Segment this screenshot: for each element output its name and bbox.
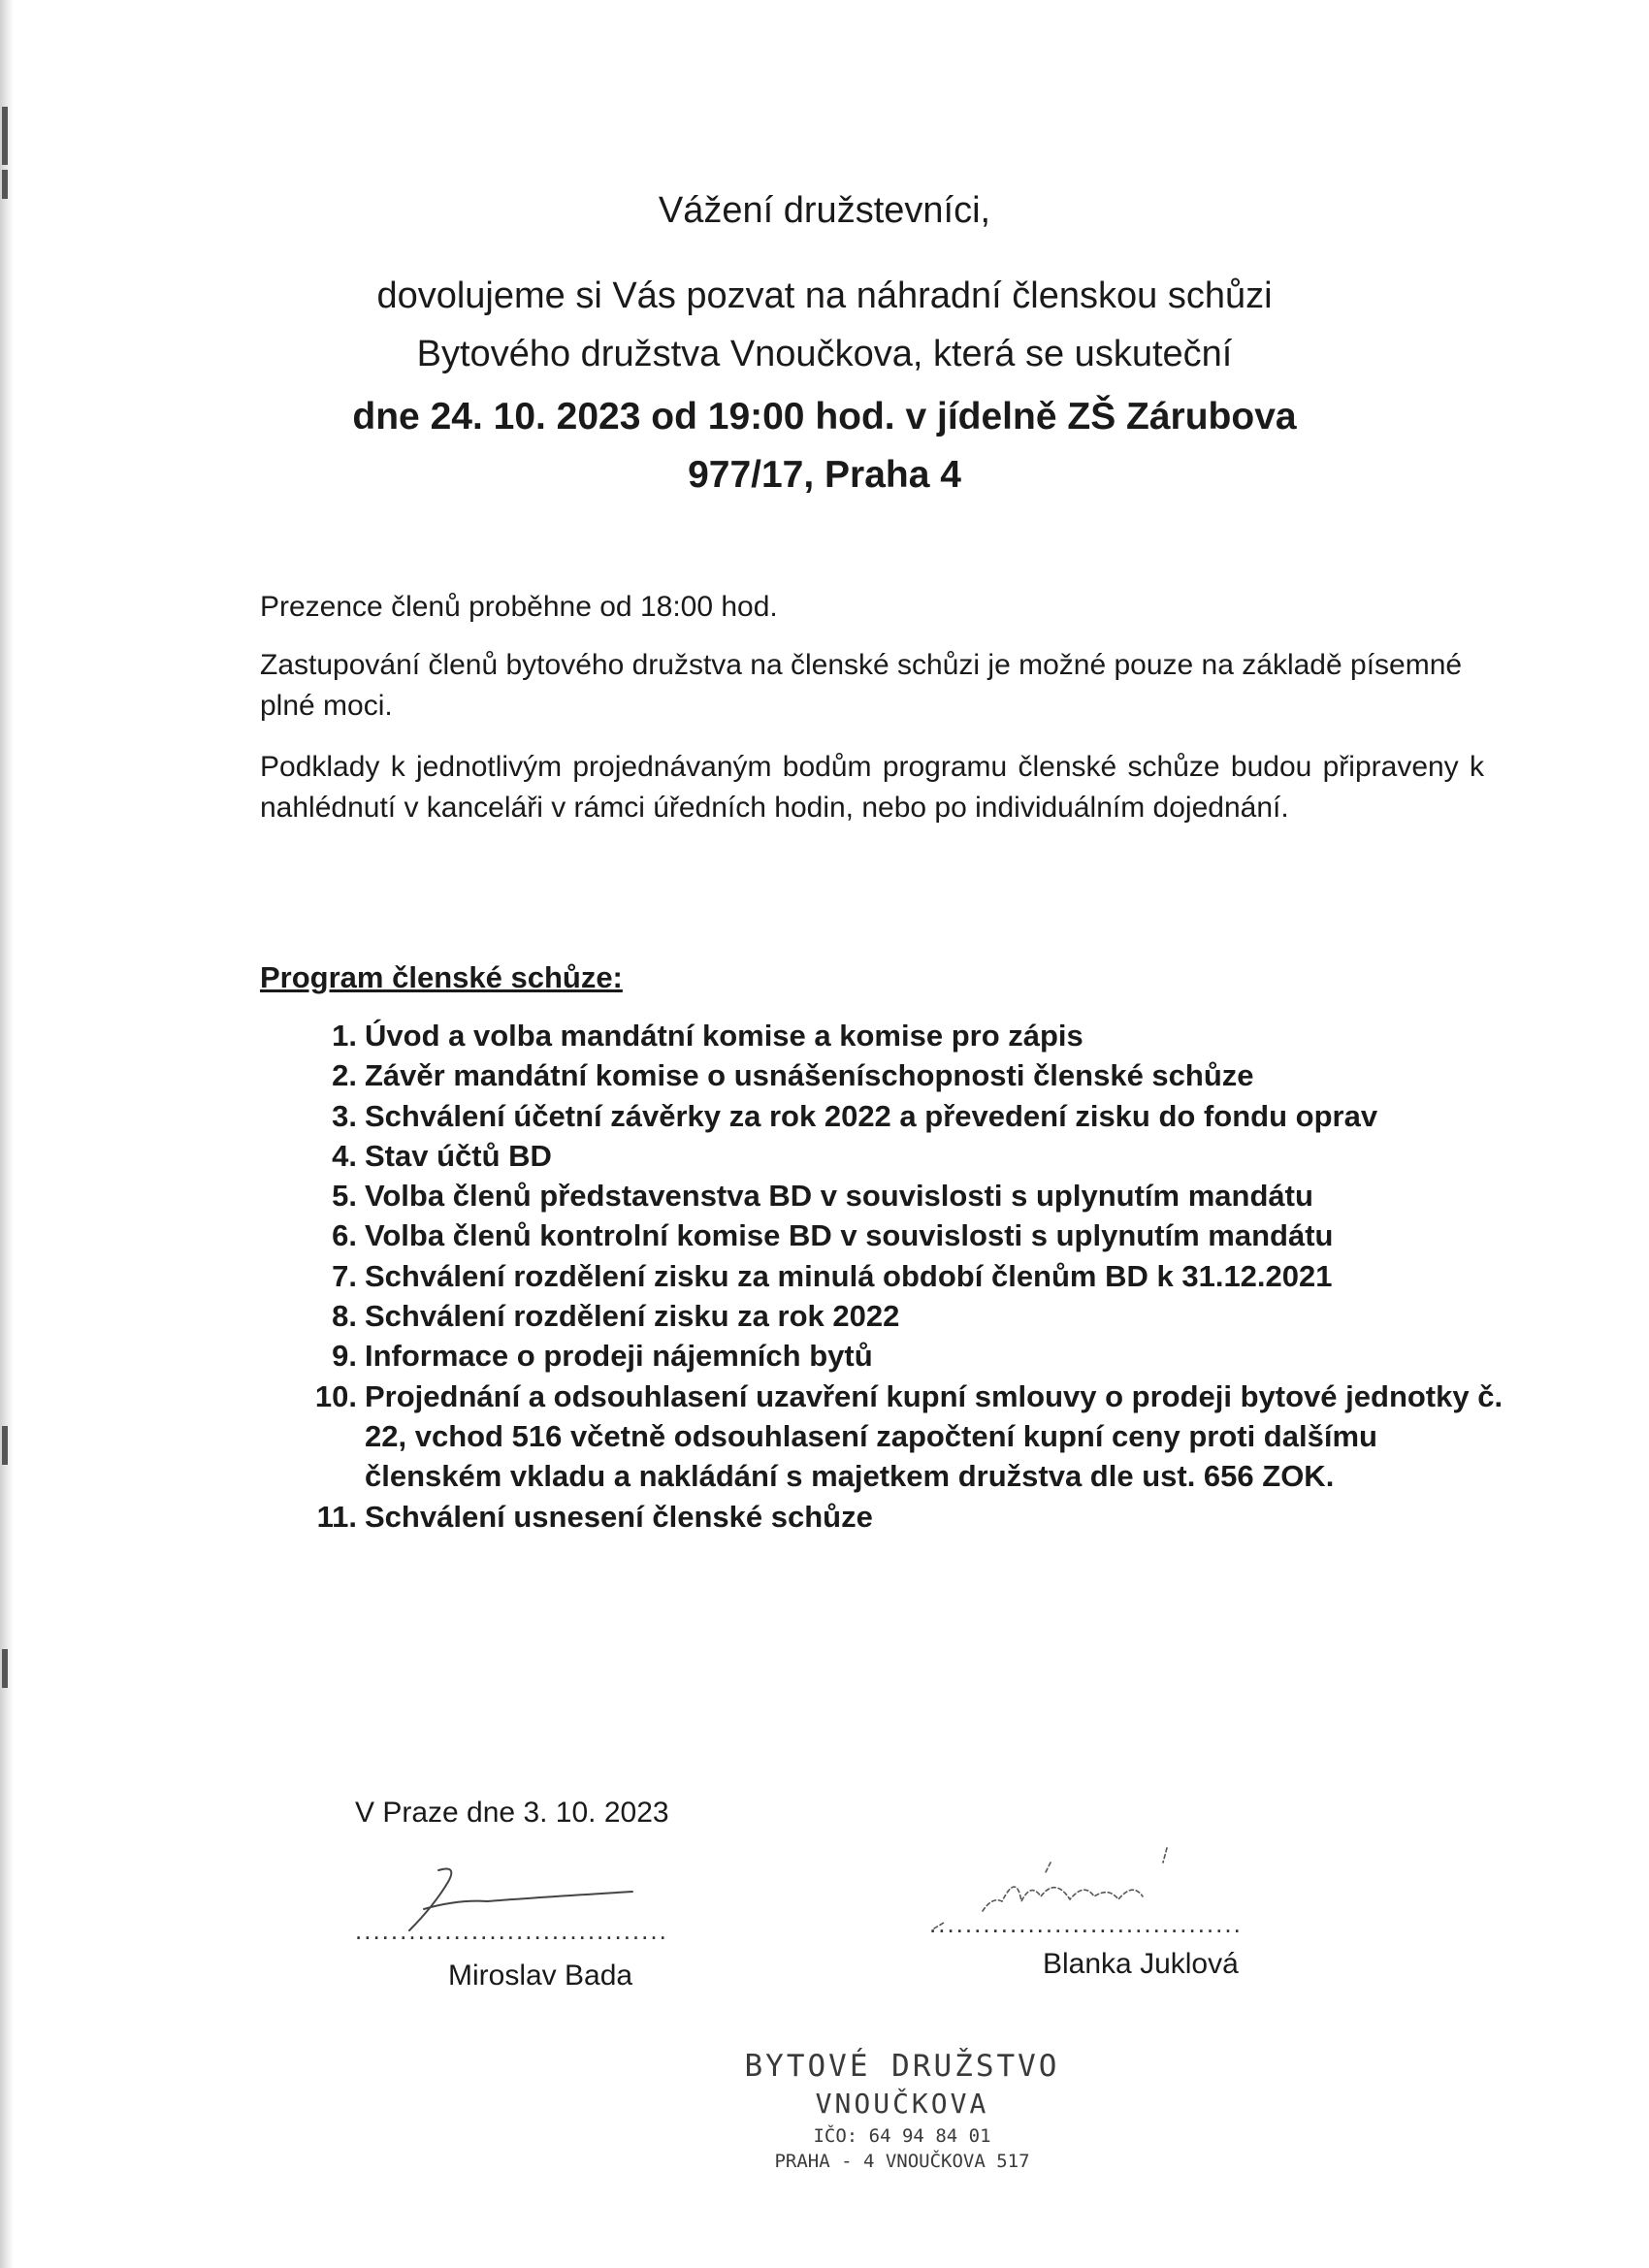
agenda-text: Úvod a volba mandátní komise a komise pro zápis — [365, 1019, 1083, 1053]
documents-note: Podklady k jednotlivým projednávaným bodům programu členské schůze budou připraveny k nahlédnutí v kanceláři v rámci úředních hodin, nebo po individuálním dojednání. — [260, 751, 1484, 824]
meeting-line-2: 977/17, Praha 4 — [688, 454, 961, 496]
signer-name-left: Miroslav Bada — [448, 1960, 633, 1992]
agenda-item — [291, 1096, 1504, 1136]
agenda-number: 7. — [332, 1258, 357, 1293]
agenda-number: 8. — [332, 1299, 357, 1334]
stamp-line-3: IČO: 64 94 84 01 — [813, 2125, 991, 2147]
meeting-line-1: dne 24. 10. 2023 od 19:00 hod. v jídelně ZŠ Zárubova — [352, 396, 1297, 437]
greeting: Vážení družstevníci, — [658, 190, 991, 231]
agenda-text: Schválení účetní závěrky za rok 2022 a převedení zisku do fondu oprav — [365, 1098, 1378, 1133]
meeting-date-place — [0, 388, 1649, 504]
signature-line-right: ................................... — [929, 1909, 1243, 1938]
stamp-line-1: BYTOVÉ DRUŽSTVO — [744, 2049, 1060, 2084]
invitation-text — [0, 267, 1649, 383]
agenda-item — [291, 1016, 1504, 1055]
agenda-item — [291, 1296, 1504, 1336]
agenda-item — [291, 1055, 1504, 1095]
stamp-line-2: VNOUČKOVA — [815, 2088, 989, 2120]
stamp-line-4: PRAHA - 4 VNOUČKOVA 517 — [774, 2151, 1030, 2172]
agenda-number: 2. — [332, 1058, 357, 1093]
agenda-text: Schválení rozdělení zisku za rok 2022 — [365, 1299, 900, 1334]
program-heading: Program členské schůze: — [260, 960, 623, 994]
agenda-number: 3. — [332, 1098, 357, 1133]
attendance-note: Prezence členů proběhne od 18:00 hod. — [260, 591, 778, 623]
agenda-text: Projednání a odsouhlasení uzavření kupní smlouvy o prodeji bytové jednotky č. 22, vchod 516 včetně odsouhlasení započtení kupní ceny proti dalšímu členském vkladu a nakládání s majetkem družstva dle ust. 656 ZOK. — [365, 1378, 1504, 1494]
agenda-item — [291, 1215, 1504, 1255]
agenda-number: 11. — [316, 1499, 357, 1534]
signer-name-right: Blanka Juklová — [1043, 1948, 1239, 1980]
agenda-text: Informace o prodeji nájemních bytů — [365, 1339, 873, 1374]
agenda-item — [291, 1336, 1504, 1376]
agenda-item — [291, 1176, 1504, 1215]
agenda-item — [291, 1377, 1504, 1497]
agenda-number: 6. — [332, 1218, 357, 1253]
agenda-text: Schválení usnesení členské schůze — [365, 1499, 873, 1534]
signature-line-left: ................................... — [355, 1916, 668, 1945]
invitation-line-1: dovolujeme si Vás pozvat na náhradní členskou schůzi — [376, 275, 1273, 316]
agenda-text: Volba členů kontrolní komise BD v souvislosti s uplynutím mandátu — [365, 1218, 1334, 1253]
scan-mark — [2, 107, 8, 165]
agenda-number: 5. — [332, 1179, 357, 1214]
agenda-item — [291, 1256, 1504, 1296]
agenda-item — [291, 1497, 1504, 1537]
place-and-date: V Praze dne 3. 10. 2023 — [355, 1797, 669, 1829]
company-stamp — [698, 2049, 1106, 2194]
scan-mark — [2, 1649, 8, 1688]
agenda-number: 1. — [332, 1019, 357, 1053]
agenda-number: 9. — [332, 1339, 357, 1374]
scan-mark — [2, 1426, 8, 1465]
agenda-text: Závěr mandátní komise o usnášeníschopnosti členské schůze — [365, 1058, 1254, 1093]
agenda-text: Volba členů představenstva BD v souvislosti s uplynutím mandátu — [365, 1179, 1313, 1214]
proxy-note: Zastupování členů bytového družstva na členské schůzi je možné pouze na základě písemné plné moci. — [260, 649, 1463, 722]
agenda-number: 4. — [332, 1138, 357, 1173]
invitation-line-2: Bytového družstva Vnoučkova, která se uskuteční — [416, 334, 1233, 374]
agenda-list — [291, 1016, 1504, 1537]
agenda-text: Schválení rozdělení zisku za minulá období členům BD k 31.12.2021 — [365, 1258, 1333, 1293]
agenda-number: 10. — [314, 1378, 357, 1413]
agenda-item — [291, 1136, 1504, 1176]
agenda-text: Stav účtů BD — [365, 1138, 552, 1173]
